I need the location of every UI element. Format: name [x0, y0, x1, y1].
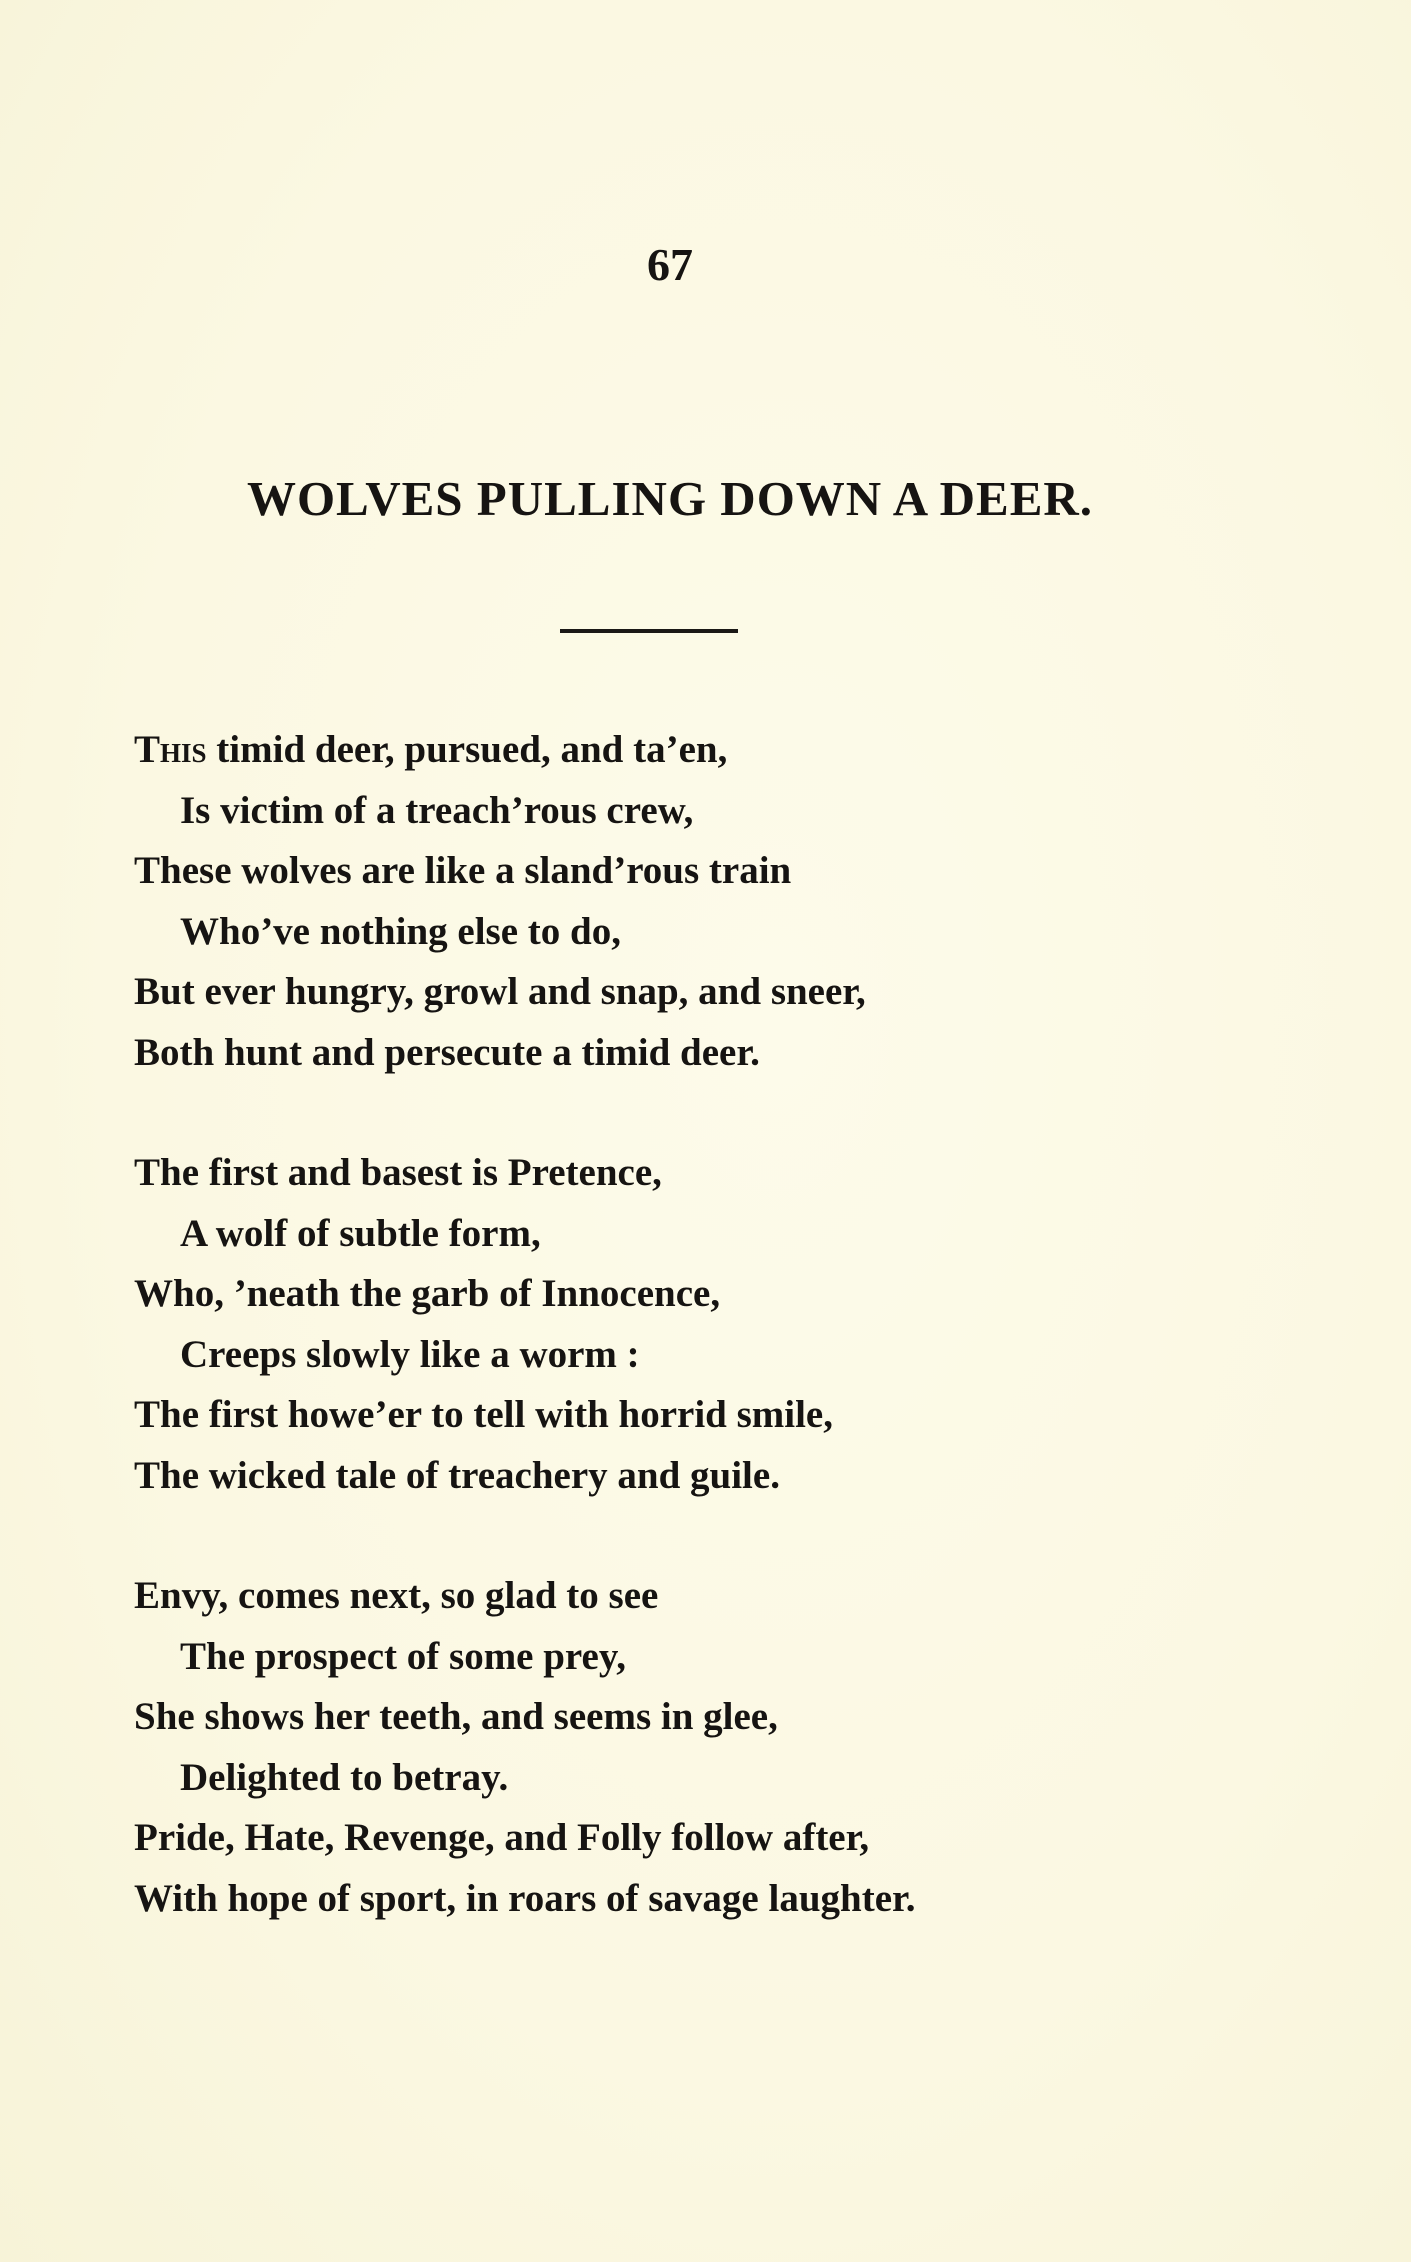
poem-line: Pride, Hate, Revenge, and Folly follow after, [134, 1816, 870, 1859]
stanza-1 [134, 720, 1284, 1083]
poem-title: WOLVES PULLING DOWN A DEER. [246, 471, 1094, 526]
poem-line: A wolf of subtle form, [180, 1211, 541, 1255]
poem-line: The wicked tale of treachery and guile. [134, 1453, 780, 1497]
drop-word-small-caps: This [134, 728, 207, 771]
title-divider-rule [560, 629, 738, 633]
poem-line: The first howe’er to tell with horrid smile, [134, 1393, 833, 1436]
poem-line: The first and basest is Pretence, [134, 1151, 662, 1194]
poem-body [134, 720, 1284, 1989]
line-text: timid deer, pursued, and ta’en, [206, 728, 728, 771]
poem-line: Who’ve nothing else to do, [180, 909, 621, 953]
poem-line [134, 720, 1284, 781]
poem-line: Envy, comes next, so glad to see [134, 1574, 659, 1617]
poem-line: Who, ’neath the garb of Innocence, [134, 1272, 721, 1315]
stanza-2 [134, 1143, 1284, 1506]
poem-line: But ever hungry, growl and snap, and sneer, [134, 970, 866, 1013]
stanza-3 [134, 1566, 1284, 1929]
poem-line: With hope of sport, in roars of savage laughter. [134, 1876, 916, 1920]
poem-line: Delighted to betray. [180, 1755, 509, 1799]
page-number: 67 [647, 239, 693, 290]
poem-line: These wolves are like a sland’rous train [134, 849, 792, 892]
poem-line: The prospect of some prey, [180, 1634, 626, 1678]
poem-line: Creeps slowly like a worm : [180, 1332, 640, 1376]
poem-line: Is victim of a treach’rous crew, [180, 788, 694, 832]
poem-line: Both hunt and persecute a timid deer. [134, 1030, 760, 1074]
poem-line: She shows her teeth, and seems in glee, [134, 1695, 778, 1738]
